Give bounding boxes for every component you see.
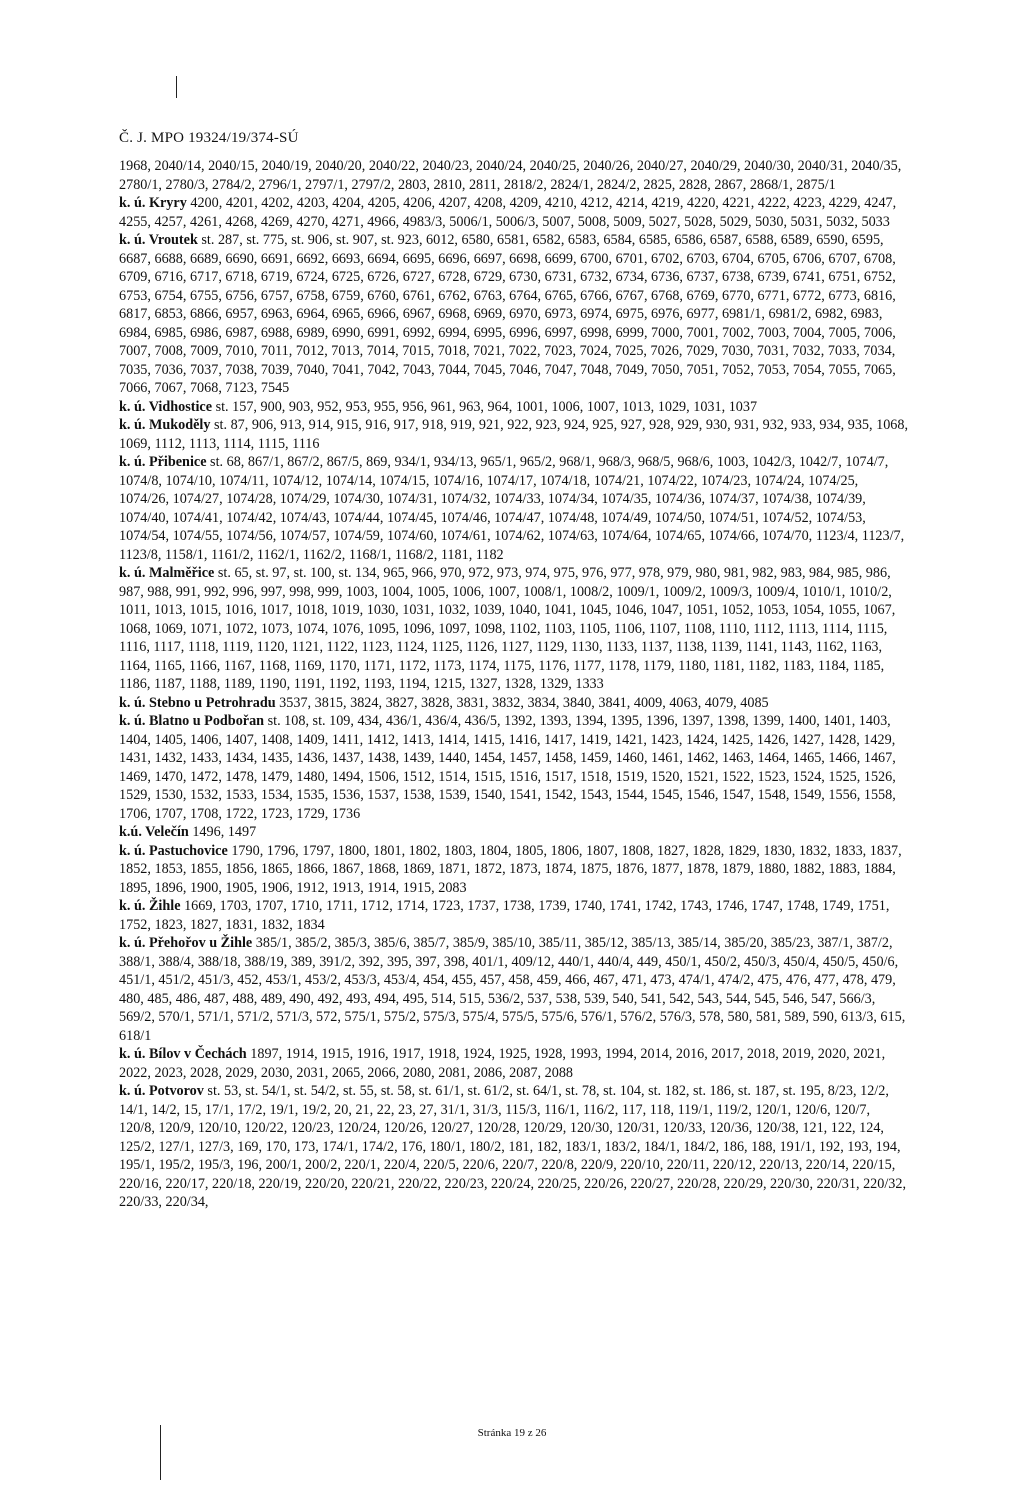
paragraph — [119, 842, 909, 898]
parcel-numbers: 4200, 4201, 4202, 4203, 4204, 4205, 4206, 4207, 4208, 4209, 4210, 4212, 4214, 4219, 4220, 4221, 4222, 4223, 4229, 4247, 4255, 4257, 4261, 4268, 4269, 4270, 4271, 4966, 4983/3, 5006/1, 5006/3, 5007, 5008, 5009, 5027, 5028, 5029, 5030, 5031, 5032, 5033 — [119, 195, 897, 230]
parcel-numbers: 1897, 1914, 1915, 1916, 1917, 1918, 1924, 1925, 1928, 1993, 1994, 2014, 2016, 2017, 2018, 2019, 2020, 2021, 2022, 2023, 2028, 2029, 2030, 2031, 2065, 2066, 2080, 2081, 2086, 2087, 2088 — [119, 1046, 886, 1081]
paragraph — [119, 1045, 909, 1082]
paragraph — [119, 564, 909, 694]
parcel-numbers: 1968, 2040/14, 2040/15, 2040/19, 2040/20, 2040/22, 2040/23, 2040/24, 2040/25, 2040/26, 2040/27, 2040/29, 2040/30, 2040/31, 2040/35, 2780/1, 2780/3, 2784/2, 2796/1, 2797/1, 2797/2, 2803, 2810, 2811, 2818/2, 2824/1, 2824/2, 2825, 2828, 2867, 2868/1, 2875/1 — [119, 158, 902, 193]
cadastral-label: k. ú. Stebno u Petrohradu — [119, 694, 276, 711]
cadastral-label: k. ú. Přehořov u Žihle — [119, 935, 253, 951]
paragraph — [119, 694, 909, 713]
parcel-numbers: 1669, 1703, 1707, 1710, 1711, 1712, 1714, 1723, 1737, 1738, 1739, 1740, 1741, 1742, 1743, 1746, 1747, 1748, 1749, 1751, 1752, 1823, 1827, 1831, 1832, 1834 — [119, 898, 890, 933]
parcel-numbers: st. 157, 900, 903, 952, 953, 955, 956, 961, 963, 964, 1001, 1006, 1007, 1013, 1029, 1031, 1037 — [212, 398, 758, 415]
paragraph — [119, 712, 909, 823]
parcel-numbers: 1496, 1497 — [188, 824, 257, 840]
cadastral-label: k. ú. Pastuchovice — [119, 842, 228, 859]
paragraph — [119, 453, 909, 564]
parcel-numbers: st. 53, st. 54/1, st. 54/2, st. 55, st. 58, st. 61/1, st. 61/2, st. 64/1, st. 78, st. 104, st. 182, st. 186, st. 187, st. 195, 8/23, 12/2, 14/1, 14/2, 15, 17/1, 17/2, 19/1, 19/2, 20, 21, 22, 23, 27, 31/1, 31/3, 115/3, 116/1, 116/2, 117, 118, 119/1, 119/2, 120/1, 120/6, 120/7, 120/8, 120/9, 120/10, 120/22, 120/23, 120/24, 120/26, 120/27, 120/28, 120/29, 120/30, 120/31, 120/33, 120/36, 120/38, 121, 122, 124, 125/2, 127/1, 127/3, 169, 170, 173, 174/1, 174/2, 176, 180/1, 180/2, 181, 182, 183/1, 183/2, 184/1, 184/2, 186, 188, 191/1, 192, 193, 194, 195/1, 195/2, 195/3, 196, 200/1, 200/2, 220/1, 220/4, 220/5, 220/6, 220/7, 220/8, 220/9, 220/10, 220/11, 220/12, 220/13, 220/14, 220/15, 220/16, 220/17, 220/18, 220/19, 220/20, 220/21, 220/22, 220/23, 220/24, 220/25, 220/26, 220/27, 220/28, 220/29, 220/30, 220/31, 220/32, 220/33, 220/34, — [119, 1083, 907, 1210]
parcel-numbers: 3537, 3815, 3824, 3827, 3828, 3831, 3832, 3834, 3840, 3841, 4009, 4063, 4079, 4085 — [275, 694, 769, 711]
cadastral-label: k. ú. Blatno u Podbořan — [119, 713, 265, 729]
cadastral-label: k. ú. Žihle — [119, 898, 181, 914]
paragraph — [119, 157, 909, 194]
scan-artifact-line — [176, 76, 177, 98]
paragraph — [119, 823, 909, 842]
parcel-numbers: 385/1, 385/2, 385/3, 385/6, 385/7, 385/9, 385/10, 385/11, 385/12, 385/13, 385/14, 385/20, 385/23, 387/1, 387/2, 388/1, 388/4, 388/18, 388/19, 389, 391/2, 392, 395, 397, 398, 401/1, 409/12, 440/1, 440/4, 449, 450/1, 450/2, 450/3, 450/4, 450/5, 450/6, 451/1, 451/2, 451/3, 452, 453/1, 453/2, 453/3, 453/4, 454, 455, 457, 458, 459, 466, 467, 471, 473, 474/1, 474/2, 475, 476, 477, 478, 479, 480, 485, 486, 487, 488, 489, 490, 492, 493, 494, 495, 514, 515, 536/2, 537, 538, 539, 540, 541, 542, 543, 544, 545, 546, 547, 566/3, 569/2, 570/1, 571/1, 571/2, 571/3, 572, 575/1, 575/2, 575/3, 575/4, 575/5, 575/6, 576/1, 576/2, 576/3, 578, 580, 581, 589, 590, 613/3, 615, 618/1 — [119, 935, 906, 1044]
paragraph — [119, 416, 909, 453]
cadastral-label: k. ú. Bílov v Čechách — [119, 1046, 247, 1062]
paragraph — [119, 934, 909, 1045]
parcel-numbers: st. 108, st. 109, 434, 436/1, 436/4, 436/5, 1392, 1393, 1394, 1395, 1396, 1397, 1398, 1399, 1400, 1401, 1403, 1404, 1405, 1406, 1407, 1408, 1409, 1411, 1412, 1413, 1414, 1415, 1416, 1417, 1419, 1421, 1423, 1424, 1425, 1426, 1427, 1428, 1429, 1431, 1432, 1433, 1434, 1435, 1436, 1437, 1438, 1439, 1440, 1454, 1457, 1458, 1459, 1460, 1461, 1462, 1463, 1464, 1465, 1466, 1467, 1469, 1470, 1472, 1478, 1479, 1480, 1494, 1506, 1512, 1514, 1515, 1516, 1517, 1518, 1519, 1520, 1521, 1522, 1523, 1524, 1525, 1526, 1529, 1530, 1532, 1533, 1534, 1535, 1536, 1537, 1538, 1539, 1540, 1541, 1542, 1543, 1544, 1545, 1546, 1547, 1548, 1549, 1556, 1558, 1706, 1707, 1708, 1722, 1723, 1729, 1736 — [119, 713, 896, 822]
parcel-numbers: 1790, 1796, 1797, 1800, 1801, 1802, 1803, 1804, 1805, 1806, 1807, 1808, 1827, 1828, 1829, 1830, 1832, 1833, 1837, 1852, 1853, 1855, 1856, 1865, 1866, 1867, 1868, 1869, 1871, 1872, 1873, 1874, 1875, 1876, 1877, 1878, 1879, 1880, 1882, 1883, 1884, 1895, 1896, 1900, 1905, 1906, 1912, 1913, 1914, 1915, 2083 — [119, 842, 902, 896]
cadastral-label: k. ú. Kryry — [119, 195, 187, 211]
parcel-numbers: st. 87, 906, 913, 914, 915, 916, 917, 918, 919, 921, 922, 923, 924, 925, 927, 928, 929, 930, 931, 932, 933, 934, 935, 1068, 1069, 1112, 1113, 1114, 1115, 1116 — [119, 417, 909, 452]
document-reference: Č. J. MPO 19324/19/374-SÚ — [119, 130, 299, 146]
cadastral-label: k. ú. Mukoděly — [119, 417, 211, 433]
paragraph — [119, 398, 909, 417]
cadastral-label: k. ú. Vidhostice — [119, 398, 213, 415]
parcel-numbers: st. 68, 867/1, 867/2, 867/5, 869, 934/1, 934/13, 965/1, 965/2, 968/1, 968/3, 968/5, 968/6, 1003, 1042/3, 1042/7, 1074/7, 1074/8, 1074/10, 1074/11, 1074/12, 1074/14, 1074/15, 1074/16, 1074/17, 1074/18, 1074/21, 1074/22, 1074/23, 1074/24, 1074/25, 1074/26, 1074/27, 1074/28, 1074/29, 1074/30, 1074/31, 1074/32, 1074/33, 1074/34, 1074/35, 1074/36, 1074/37, 1074/38, 1074/39, 1074/40, 1074/41, 1074/42, 1074/43, 1074/44, 1074/45, 1074/46, 1074/47, 1074/48, 1074/49, 1074/50, 1074/51, 1074/52, 1074/53, 1074/54, 1074/55, 1074/56, 1074/57, 1074/59, 1074/60, 1074/61, 1074/62, 1074/63, 1074/64, 1074/65, 1074/66, 1074/70, 1123/4, 1123/7, 1123/8, 1158/1, 1161/2, 1162/1, 1162/2, 1168/1, 1168/2, 1181, 1182 — [119, 454, 905, 563]
cadastral-label: k. ú. Přibenice — [119, 454, 207, 470]
paragraph — [119, 897, 909, 934]
cadastral-label: k.ú. Velečín — [119, 824, 189, 840]
cadastral-label: k. ú. Vroutek — [119, 232, 198, 248]
parcel-numbers: st. 65, st. 97, st. 100, st. 134, 965, 966, 970, 972, 973, 974, 975, 976, 977, 978, 979, 980, 981, 982, 983, 984, 985, 986, 987, 988, 991, 992, 996, 997, 998, 999, 1003, 1004, 1005, 1006, 1007, 1008/1, 1008/2, 1009/1, 1009/2, 1009/3, 1009/4, 1010/1, 1010/2, 1011, 1013, 1015, 1016, 1017, 1018, 1019, 1030, 1031, 1032, 1039, 1040, 1041, 1045, 1046, 1047, 1051, 1052, 1053, 1054, 1055, 1067, 1068, 1069, 1071, 1072, 1073, 1074, 1076, 1095, 1096, 1097, 1098, 1102, 1103, 1105, 1106, 1107, 1108, 1110, 1112, 1113, 1114, 1115, 1116, 1117, 1118, 1119, 1120, 1121, 1122, 1123, 1124, 1125, 1126, 1127, 1129, 1130, 1133, 1137, 1138, 1139, 1141, 1143, 1162, 1163, 1164, 1165, 1166, 1167, 1168, 1169, 1170, 1171, 1172, 1173, 1174, 1175, 1176, 1177, 1178, 1179, 1180, 1181, 1182, 1183, 1184, 1185, 1186, 1187, 1188, 1189, 1190, 1191, 1192, 1193, 1194, 1215, 1327, 1328, 1329, 1333 — [119, 565, 896, 692]
paragraph — [119, 194, 909, 231]
paragraph — [119, 1082, 909, 1212]
parcel-numbers: st. 287, st. 775, st. 906, st. 907, st. 923, 6012, 6580, 6581, 6582, 6583, 6584, 6585, 6586, 6587, 6588, 6589, 6590, 6595, 6687, 6688, 6689, 6690, 6691, 6692, 6693, 6694, 6695, 6696, 6697, 6698, 6699, 6700, 6701, 6702, 6703, 6704, 6705, 6706, 6707, 6708, 6709, 6716, 6717, 6718, 6719, 6724, 6725, 6726, 6727, 6728, 6729, 6730, 6731, 6732, 6734, 6736, 6737, 6738, 6739, 6741, 6751, 6752, 6753, 6754, 6755, 6756, 6757, 6758, 6759, 6760, 6761, 6762, 6763, 6764, 6765, 6766, 6767, 6768, 6769, 6770, 6771, 6772, 6773, 6816, 6817, 6853, 6866, 6957, 6963, 6964, 6965, 6966, 6967, 6968, 6969, 6970, 6973, 6974, 6975, 6976, 6977, 6981/1, 6981/2, 6982, 6983, 6984, 6985, 6986, 6987, 6988, 6989, 6990, 6991, 6992, 6994, 6995, 6996, 6997, 6998, 6999, 7000, 7001, 7002, 7003, 7004, 7005, 7006, 7007, 7008, 7009, 7010, 7011, 7012, 7013, 7014, 7015, 7018, 7021, 7022, 7023, 7024, 7025, 7026, 7029, 7030, 7031, 7032, 7033, 7034, 7035, 7036, 7037, 7038, 7039, 7040, 7041, 7042, 7043, 7044, 7045, 7046, 7047, 7048, 7049, 7050, 7051, 7052, 7053, 7054, 7055, 7065, 7066, 7067, 7068, 7123, 7545 — [119, 232, 896, 396]
paragraph — [119, 231, 909, 398]
page-number: Stránka 19 z 26 — [477, 1427, 547, 1439]
cadastral-label: k. ú. Malměřice — [119, 565, 215, 581]
parcel-list — [119, 157, 909, 1212]
cadastral-label: k. ú. Potvorov — [119, 1083, 204, 1099]
